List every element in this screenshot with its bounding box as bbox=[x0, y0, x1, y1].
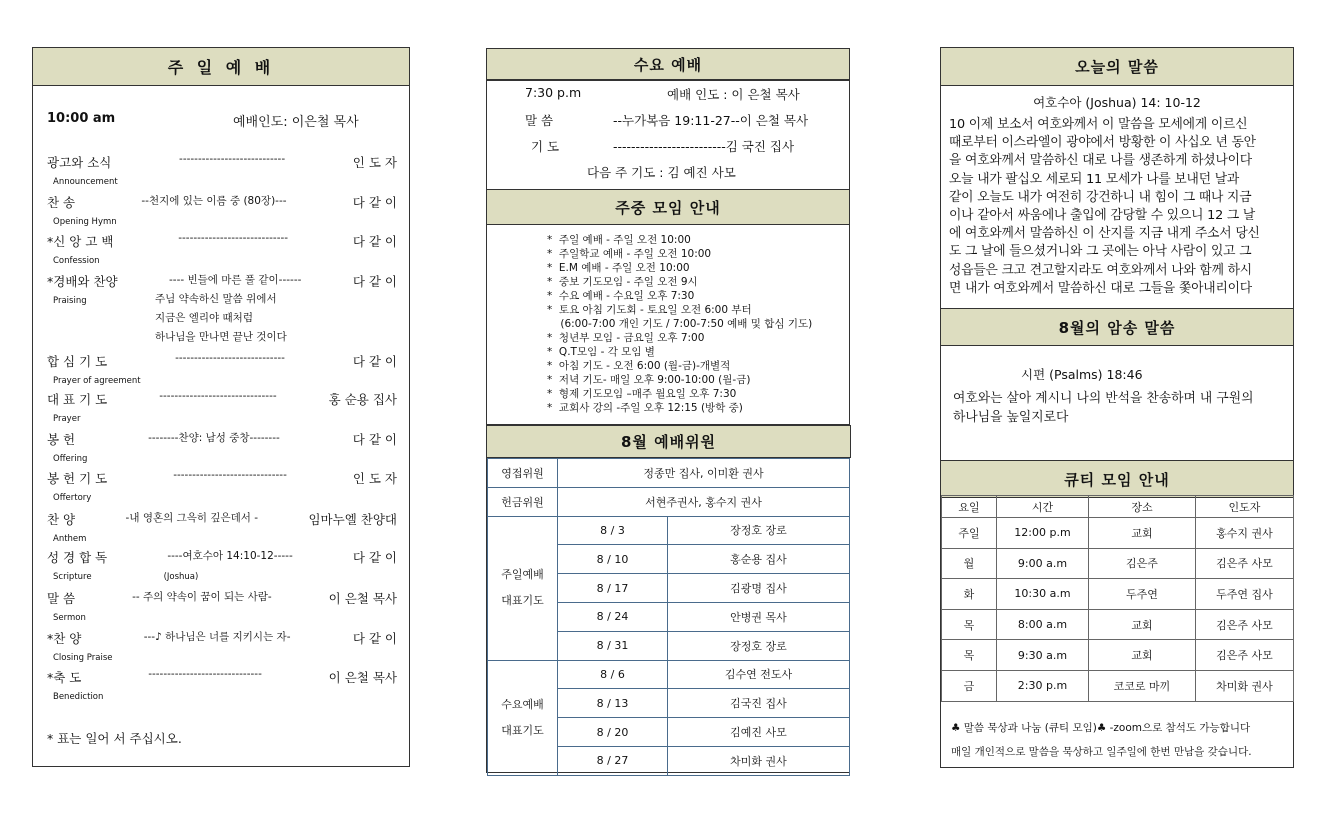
worship-order-item bbox=[47, 589, 397, 623]
meeting-item: (6:00-7:00 개인 기도 / 7:00-7:50 예배 및 합심 기도) bbox=[547, 318, 813, 330]
order-label: *찬 양 bbox=[47, 631, 82, 646]
qt-column-header: 시간 bbox=[997, 496, 1089, 518]
worship-order-item bbox=[47, 352, 397, 386]
qt-cell: 월 bbox=[942, 548, 997, 579]
wednesday-prayer-label: 기 도 bbox=[531, 139, 560, 154]
table-row bbox=[942, 579, 1294, 610]
wednesday-prayer-group bbox=[488, 660, 558, 775]
wednesday-sermon: --누가복음 19:11-27--이 은철 목사 bbox=[613, 113, 809, 128]
order-detail: --천지에 있는 이름 중 (80장)--- bbox=[141, 195, 287, 207]
duty-date: 8 / 24 bbox=[558, 602, 668, 631]
table-header-row bbox=[942, 496, 1294, 518]
memory-line: 여호와는 살아 계시니 나의 반석을 찬송하며 내 구원의 bbox=[953, 391, 1254, 406]
duty-date: 8 / 6 bbox=[558, 660, 668, 689]
qt-cell: 12:00 p.m bbox=[997, 518, 1089, 549]
worship-order-row bbox=[47, 272, 397, 290]
wednesday-title: 수요 예배 bbox=[487, 49, 849, 81]
scripture-panel bbox=[940, 47, 1294, 768]
order-label: 대 표 기 도 bbox=[47, 392, 108, 407]
order-leader: 다 같 이 bbox=[352, 631, 397, 646]
qt-cell: 주일 bbox=[942, 518, 997, 549]
order-label: 합 심 기 도 bbox=[47, 354, 108, 369]
order-english-label bbox=[53, 572, 397, 582]
group-label: 대표기도 bbox=[501, 594, 544, 608]
duty-name: 차미화 권사 bbox=[668, 746, 850, 775]
duty-name: 김국진 집사 bbox=[668, 689, 850, 718]
worship-order-row bbox=[47, 668, 397, 686]
order-label: *축 도 bbox=[47, 670, 82, 685]
meetings-title: 주중 모임 안내 bbox=[487, 189, 849, 225]
sunday-service-time: 10:00 am bbox=[47, 111, 116, 126]
order-label: 말 씀 bbox=[47, 591, 76, 606]
wednesday-leader: 예배 인도 : 이 은철 목사 bbox=[667, 87, 800, 102]
qt-column-header: 인도자 bbox=[1196, 496, 1294, 518]
sunday-worship-title: 주 일 예 배 bbox=[33, 48, 409, 86]
group-label: 수요예배 bbox=[501, 697, 544, 711]
duty-date: 8 / 10 bbox=[558, 545, 668, 574]
greeter-label: 영접위원 bbox=[488, 459, 558, 488]
meeting-item: * 교회사 강의 -주일 오후 12:15 (방학 중) bbox=[547, 402, 743, 414]
qt-column-header: 장소 bbox=[1089, 496, 1196, 518]
qt-cell: 두주연 집사 bbox=[1196, 579, 1294, 610]
memory-verse-title: 8월의 암송 말씀 bbox=[941, 308, 1293, 346]
worship-order-row bbox=[47, 352, 397, 370]
order-detail: --------찬양: 남성 중창-------- bbox=[148, 432, 280, 444]
order-detail: ------------------------------ bbox=[173, 469, 287, 481]
order-leader: 다 같 이 bbox=[352, 195, 397, 210]
wednesday-panel bbox=[486, 48, 850, 425]
order-leader: 다 같 이 bbox=[352, 274, 397, 289]
verse-line: 오늘 내가 팔십오 세로되 11 모세가 나를 보내던 날과 bbox=[949, 171, 1240, 187]
greeter-names: 정종만 집사, 이미환 권사 bbox=[558, 459, 850, 488]
order-english-label: Offering bbox=[53, 454, 88, 464]
qt-note-zoom: ♣ 말씀 묵상과 나눔 (큐티 모임)♣ -zoom으로 참석도 가능합니다 bbox=[951, 722, 1251, 734]
order-english-label: Opening Hymn bbox=[53, 217, 117, 227]
table-row bbox=[942, 640, 1294, 671]
table-row bbox=[488, 459, 850, 488]
order-detail: ------------------------------- bbox=[159, 390, 277, 402]
table-row bbox=[942, 518, 1294, 549]
qt-cell: 홍수지 권사 bbox=[1196, 518, 1294, 549]
sunday-service-leader: 예배인도: 이은철 목사 bbox=[233, 115, 359, 130]
order-english-label-text: Praising bbox=[53, 296, 87, 306]
verse-line: 성읍들은 크고 견고할지라도 여호와께서 나와 함께 하시 bbox=[949, 262, 1252, 278]
duty-date: 8 / 27 bbox=[558, 746, 668, 775]
duty-name: 김광명 집사 bbox=[668, 574, 850, 603]
wednesday-next-prayer: 다음 주 기도 : 김 예진 사모 bbox=[587, 165, 736, 180]
qt-cell: 목 bbox=[942, 640, 997, 671]
duty-name: 김수연 전도사 bbox=[668, 660, 850, 689]
worship-order-item bbox=[47, 469, 397, 503]
worship-order-item bbox=[47, 193, 397, 227]
order-leader: 다 같 이 bbox=[352, 354, 397, 369]
worship-order-item bbox=[47, 232, 397, 266]
meeting-item: * 저녁 기도- 매일 오후 9:00-10:00 (월-금) bbox=[547, 374, 751, 386]
qt-notes bbox=[951, 716, 1252, 764]
qt-cell: 교회 bbox=[1089, 609, 1196, 640]
order-label: 성 경 합 독 bbox=[47, 550, 108, 565]
order-leader: 이 은철 목사 bbox=[328, 670, 397, 685]
meetings-list bbox=[547, 233, 812, 415]
order-label: *경배와 찬양 bbox=[47, 274, 118, 289]
meeting-item: * 아침 기도 - 오전 6:00 (월-금)-개별적 bbox=[547, 360, 731, 372]
verse-line: 을 여호와께서 말씀하신 대로 나를 생존하게 하셨나이다 bbox=[949, 153, 1252, 169]
order-detail: ----여호수아 14:10-12----- bbox=[167, 550, 293, 562]
offering-names: 서현주권사, 홍수지 권사 bbox=[558, 487, 850, 516]
verse-line: 면 내가 여호와께서 말씀하신 대로 그들을 쫓아내리이다 bbox=[949, 280, 1252, 296]
memory-verse-text bbox=[953, 389, 1281, 427]
order-label: 광고와 소식 bbox=[47, 155, 112, 170]
sunday-worship-panel bbox=[32, 47, 410, 767]
order-detail: ---♪ 하나님은 너를 지키시는 자- bbox=[143, 631, 291, 643]
sunday-prayer-group bbox=[488, 516, 558, 660]
wednesday-sermon-label: 말 씀 bbox=[525, 113, 554, 128]
order-english-label: Prayer bbox=[53, 414, 81, 424]
table-row bbox=[488, 516, 850, 545]
order-english-label: Prayer of agreement bbox=[53, 376, 141, 386]
duty-name: 홍순용 집사 bbox=[668, 545, 850, 574]
verse-line: 도 그 날에 들으셨거니와 그 곳에는 아낙 사람이 있고 그 bbox=[949, 244, 1252, 260]
group-label: 주일예배 bbox=[501, 568, 544, 582]
worship-order-row bbox=[47, 589, 397, 607]
today-verse-text bbox=[949, 116, 1287, 298]
order-leader: 이 은철 목사 bbox=[328, 591, 397, 606]
duty-date: 8 / 20 bbox=[558, 718, 668, 747]
duty-date: 8 / 31 bbox=[558, 631, 668, 660]
qt-cell: 10:30 a.m bbox=[997, 579, 1089, 610]
duty-date: 8 / 3 bbox=[558, 516, 668, 545]
praise-song: 하나님을 만나면 끝난 것이다 bbox=[155, 331, 287, 343]
worship-order-row bbox=[47, 469, 397, 487]
table-row bbox=[942, 548, 1294, 579]
order-english-label: Sermon bbox=[53, 613, 86, 623]
order-english-sub: (Joshua) bbox=[163, 572, 199, 582]
qt-cell: 교회 bbox=[1089, 518, 1196, 549]
order-leader: 다 같 이 bbox=[352, 432, 397, 447]
duty-date: 8 / 13 bbox=[558, 689, 668, 718]
order-detail: ------------------------------ bbox=[148, 668, 262, 680]
qt-note-weekly: 매일 개인적으로 말씀을 묵상하고 일주일에 한번 만남을 갖습니다. bbox=[951, 746, 1252, 758]
qt-cell: 김은주 사모 bbox=[1196, 609, 1294, 640]
worship-order-item bbox=[47, 430, 397, 464]
praise-song: 주님 약속하신 말씀 위에서 bbox=[155, 293, 277, 305]
meeting-item: * 수요 예배 - 수요일 오후 7:30 bbox=[547, 290, 695, 302]
wednesday-time: 7:30 p.m bbox=[525, 85, 582, 100]
group-label: 대표기도 bbox=[501, 723, 544, 737]
worship-order-row bbox=[47, 629, 397, 647]
order-leader: 인 도 자 bbox=[352, 471, 397, 486]
duty-table bbox=[487, 458, 850, 776]
verse-line: 이나 같아서 싸움에나 출입에 감당할 수 있으니 12 그 날 bbox=[949, 208, 1256, 224]
order-detail: ----------------------------- bbox=[175, 352, 285, 364]
order-detail: ---- 빈들에 마른 풀 같이------ bbox=[169, 274, 302, 286]
worship-order-row bbox=[47, 153, 397, 171]
meeting-item: * 주일학교 예배 - 주일 오전 10:00 bbox=[547, 248, 712, 260]
today-word-title: 오늘의 말씀 bbox=[941, 48, 1293, 86]
worship-order-item bbox=[47, 272, 397, 347]
table-row bbox=[488, 660, 850, 689]
table-row bbox=[942, 609, 1294, 640]
table-row bbox=[942, 670, 1294, 701]
worship-order-item bbox=[47, 510, 397, 544]
worship-order-row bbox=[47, 390, 397, 408]
qt-cell: 8:00 a.m bbox=[997, 609, 1089, 640]
qt-cell: 9:30 a.m bbox=[997, 640, 1089, 671]
order-english-label: Confession bbox=[53, 256, 100, 266]
meeting-item: * 형제 기도모임 –매주 월요일 오후 7:30 bbox=[547, 388, 737, 400]
qt-cell: 화 bbox=[942, 579, 997, 610]
order-label: 봉 헌 기 도 bbox=[47, 471, 108, 486]
order-english-label: Anthem bbox=[53, 534, 87, 544]
standing-note: * 표는 일어 서 주십시오. bbox=[47, 731, 182, 746]
order-leader: 다 같 이 bbox=[352, 550, 397, 565]
qt-cell: 금 bbox=[942, 670, 997, 701]
meeting-item: * 중보 기도모임 - 주일 오전 9시 bbox=[547, 276, 698, 288]
order-english-label: Closing Praise bbox=[53, 653, 113, 663]
order-leader: 홍 순용 집사 bbox=[328, 392, 397, 407]
order-leader: 임마누엘 찬양대 bbox=[308, 512, 397, 527]
qt-cell: 김은주 사모 bbox=[1196, 548, 1294, 579]
memory-verse-ref: 시편 (Psalms) 18:46 bbox=[1021, 367, 1143, 382]
meeting-item: * Q.T모임 - 각 모임 별 bbox=[547, 346, 655, 358]
worship-order-row bbox=[47, 510, 397, 528]
worship-order-row bbox=[47, 193, 397, 211]
worship-order-item bbox=[47, 390, 397, 424]
order-label: *신 앙 고 백 bbox=[47, 234, 114, 249]
verse-line: 때로부터 이스라엘이 광야에서 방황한 이 사십오 년 동안 bbox=[949, 135, 1256, 151]
order-english-label-text: Scripture bbox=[53, 572, 92, 582]
order-detail: -내 영혼의 그윽히 깊은데서 - bbox=[125, 512, 259, 524]
duty-name: 장정호 장로 bbox=[668, 631, 850, 660]
order-label: 찬 송 bbox=[47, 195, 76, 210]
order-detail: -- 주의 약속이 꿈이 되는 사람- bbox=[132, 591, 272, 603]
duty-date: 8 / 17 bbox=[558, 574, 668, 603]
qt-cell: 2:30 p.m bbox=[997, 670, 1089, 701]
worship-order-row bbox=[47, 548, 397, 566]
qt-cell: 김은주 bbox=[1089, 548, 1196, 579]
worship-order-row bbox=[47, 232, 397, 250]
worship-order-item bbox=[47, 668, 397, 702]
wednesday-prayer: -------------------------김 국진 집사 bbox=[613, 139, 795, 154]
order-leader: 다 같 이 bbox=[352, 234, 397, 249]
qt-cell: 차미화 권사 bbox=[1196, 670, 1294, 701]
qt-cell: 김은주 사모 bbox=[1196, 640, 1294, 671]
duty-name: 안병권 목사 bbox=[668, 602, 850, 631]
order-label: 찬 양 bbox=[47, 512, 76, 527]
qt-cell: 목 bbox=[942, 609, 997, 640]
qt-cell: 교회 bbox=[1089, 640, 1196, 671]
duty-panel bbox=[486, 425, 850, 773]
order-english-label: Announcement bbox=[53, 177, 118, 187]
meeting-item: * E.M 예배 - 주일 오전 10:00 bbox=[547, 262, 690, 274]
qt-cell: 코코로 마끼 bbox=[1089, 670, 1196, 701]
duty-name: 장정호 장로 bbox=[668, 516, 850, 545]
verse-line: 에 여호와께서 말씀하신 이 산지를 지금 내게 주소서 당신 bbox=[949, 226, 1260, 242]
worship-order-row bbox=[47, 430, 397, 448]
praise-song-list bbox=[47, 290, 397, 347]
meeting-item: * 주일 예배 - 주일 오전 10:00 bbox=[547, 234, 691, 246]
order-detail: ----------------------------- bbox=[178, 232, 289, 244]
verse-line: 10 이제 보소서 여호와께서 이 말씀을 모세에게 이르신 bbox=[949, 117, 1248, 132]
qt-table bbox=[941, 495, 1294, 702]
qt-column-header: 요일 bbox=[942, 496, 997, 518]
duty-name: 김예진 사모 bbox=[668, 718, 850, 747]
offering-label: 헌금위원 bbox=[488, 487, 558, 516]
order-detail: ---------------------------- bbox=[179, 153, 286, 165]
praise-song: 지금은 엘리야 때처럼 bbox=[155, 312, 253, 324]
worship-order-item bbox=[47, 629, 397, 663]
qt-cell: 9:00 a.m bbox=[997, 548, 1089, 579]
meeting-item: * 청년부 모임 - 금요일 오후 7:00 bbox=[547, 332, 705, 344]
memory-line: 하나님을 높일지로다 bbox=[953, 410, 1069, 425]
verse-line: 같이 오늘도 내가 여전히 강건하니 내 힘이 그 때나 지금 bbox=[949, 189, 1252, 205]
order-english-label: Benediction bbox=[53, 692, 104, 702]
order-leader: 인 도 자 bbox=[352, 155, 397, 170]
today-verse-ref: 여호수아 (Joshua) 14: 10-12 bbox=[1033, 95, 1201, 110]
order-label: 봉 헌 bbox=[47, 432, 76, 447]
duty-title: 8월 예배위원 bbox=[487, 425, 851, 458]
order-english-label: Offertory bbox=[53, 493, 92, 503]
qt-title: 큐티 모임 안내 bbox=[941, 460, 1293, 498]
meeting-item: * 토요 아침 기도회 - 토요일 오전 6:00 부터 bbox=[547, 304, 752, 316]
qt-cell: 두주연 bbox=[1089, 579, 1196, 610]
worship-order-item bbox=[47, 548, 397, 582]
table-row bbox=[488, 487, 850, 516]
worship-order-item bbox=[47, 153, 397, 187]
